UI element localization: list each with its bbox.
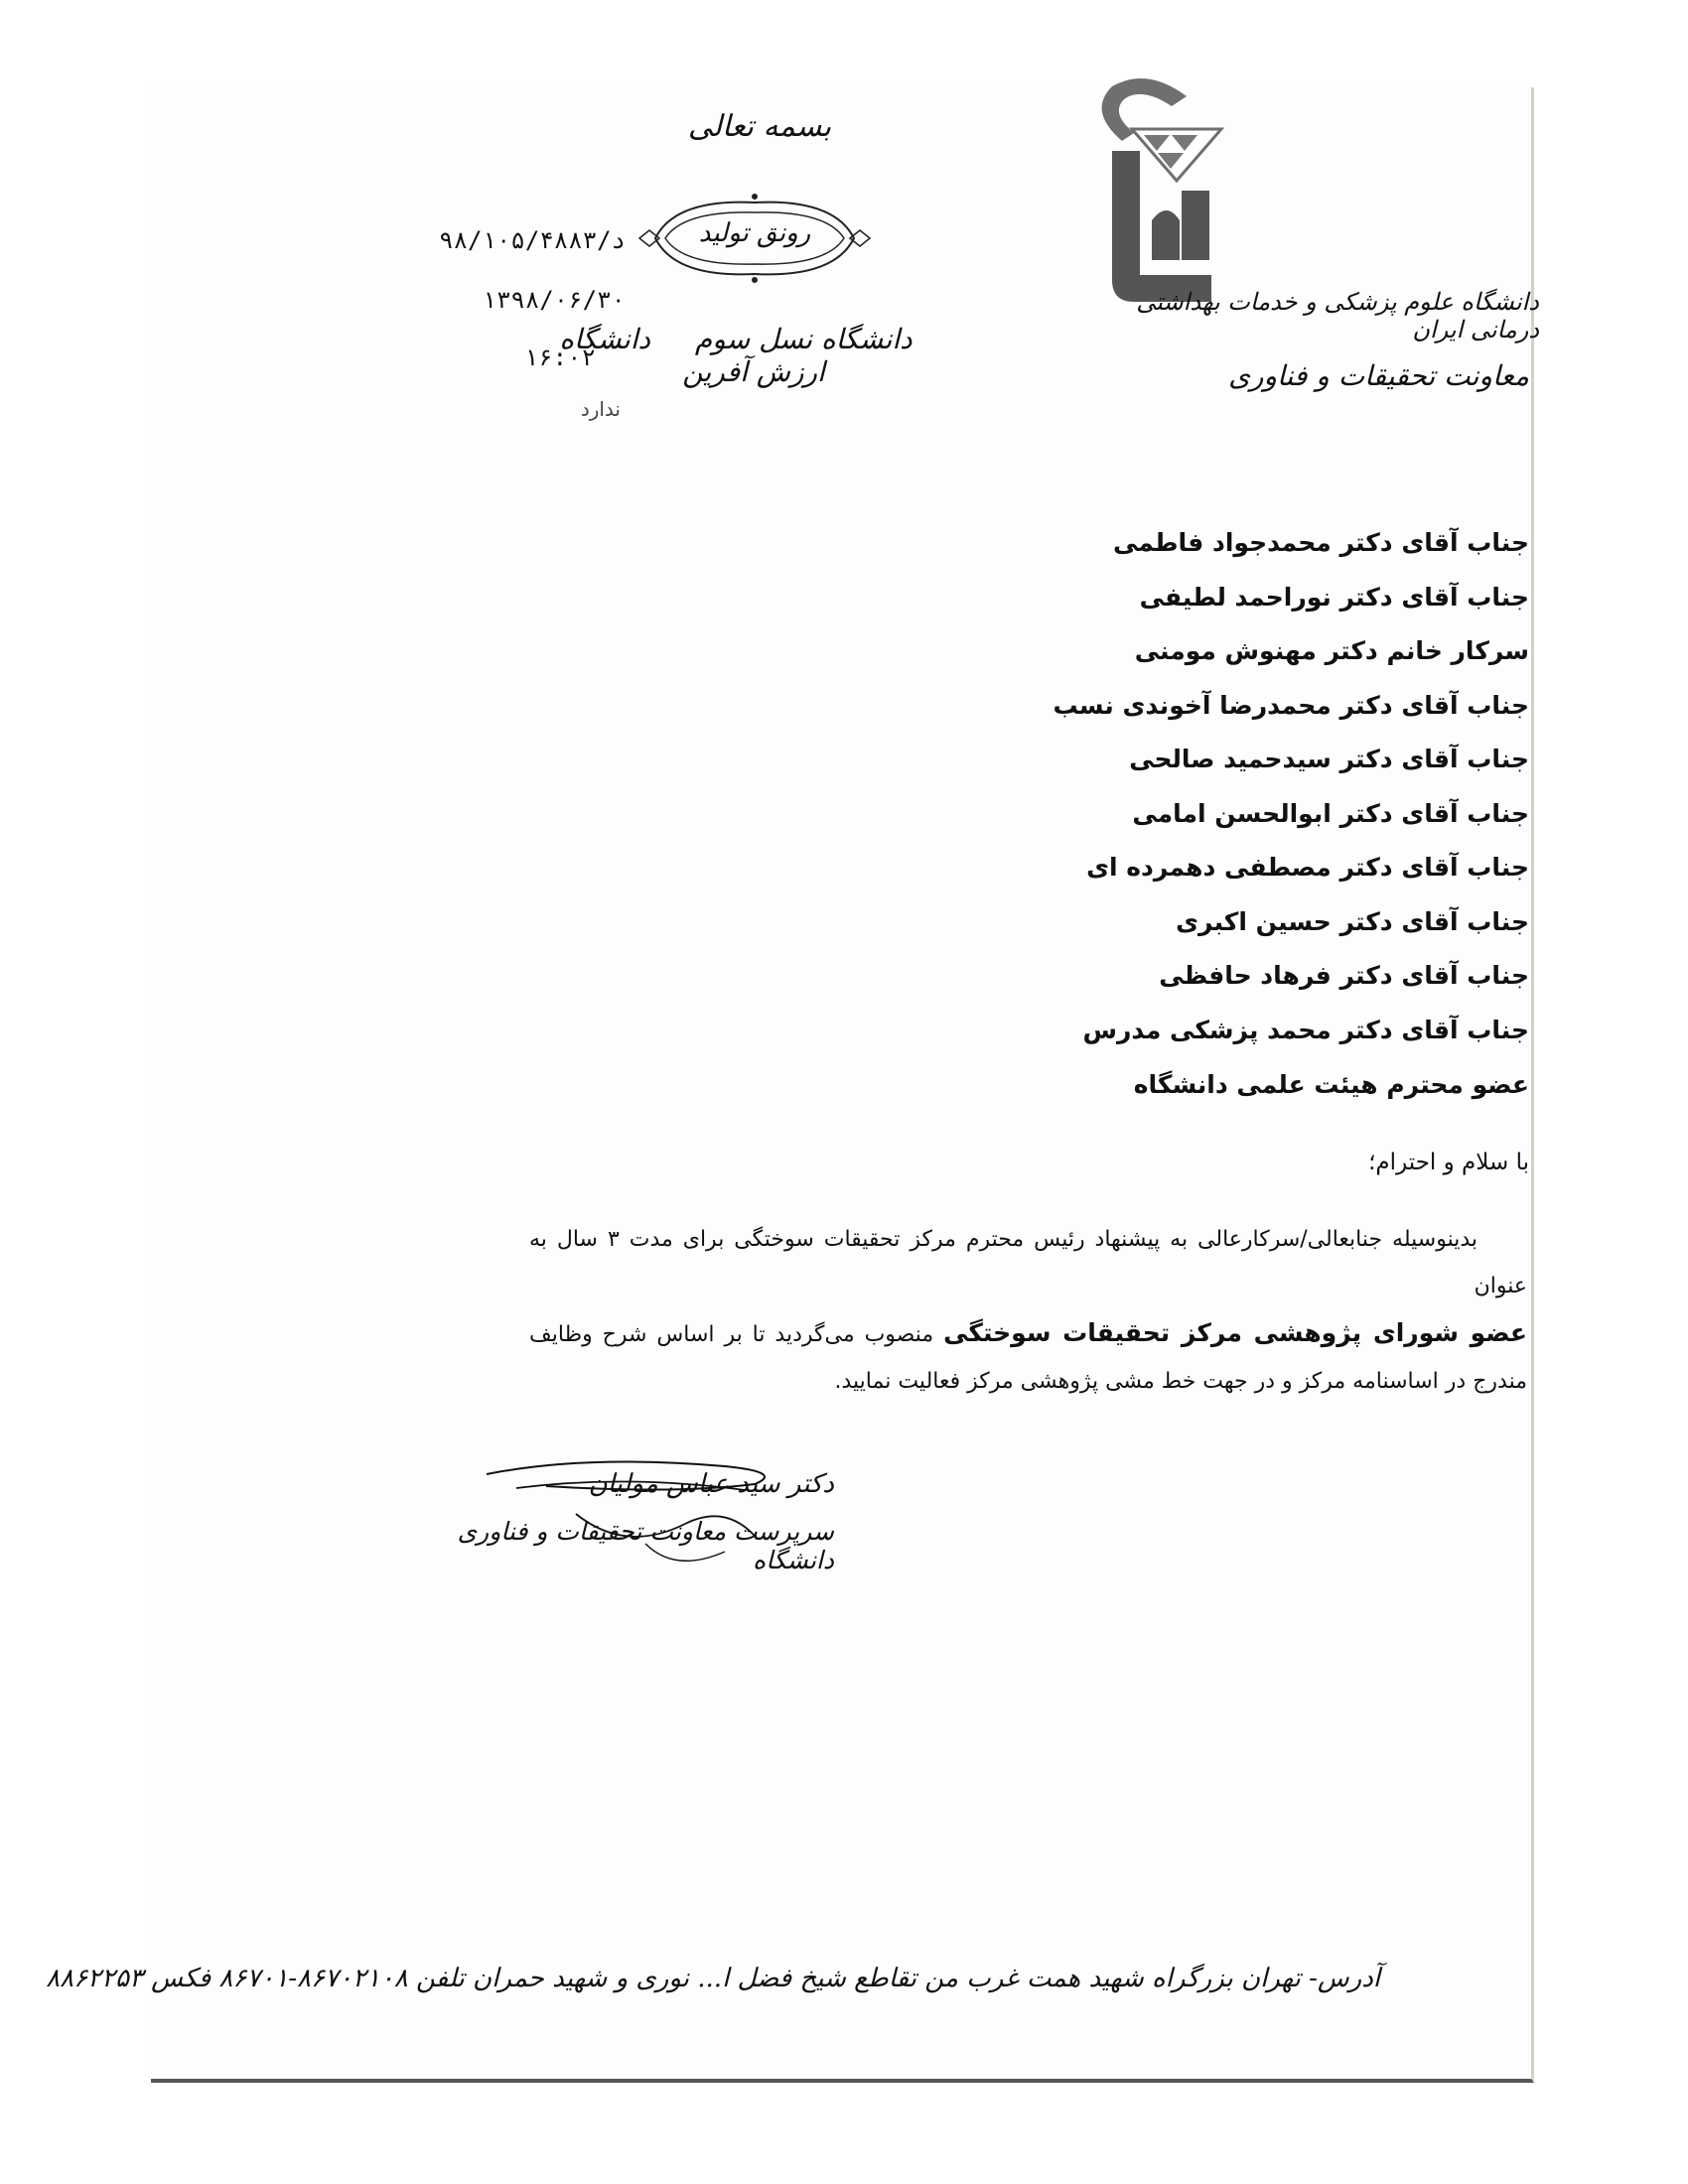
body-part-1: بدینوسیله جنابعالی/سرکارعالی به پیشنهاد رئیس محترم مرکز تحقیقات سوختگی برای مدت ۳ سال به عنوان [529, 1227, 1527, 1298]
recipient-item: جناب آقای دکتر محمدجواد فاطمی [1112, 528, 1529, 557]
seal-stamp [635, 189, 874, 288]
slogan-third-generation: دانشگاه نسل سوم [694, 323, 913, 355]
recipient-item: جناب آقای دکتر مصطفی دهمرده ای [1086, 853, 1529, 882]
recipient-item: جناب آقای دکتر نوراحمد لطیفی [1139, 582, 1529, 612]
department-name: معاونت تحقیقات و فناوری [1228, 359, 1529, 392]
basmala: بسمه تعالی [687, 109, 832, 144]
signatory-title: سرپرست معاونت تحقیقات و فناوری دانشگاه [457, 1517, 834, 1574]
recipient-item: سرکار خانم دکتر مهنوش مومنی [1134, 636, 1529, 665]
letter-date: ۱۳۹۸/۰۶/۳۰ [482, 286, 626, 314]
letter-time: ۱۶:۰۲ [523, 343, 596, 371]
body-part-2: منصوب می‌گردید تا بر اساس شرح وظایف مندرج در اساسنامه مرکز و در جهت خط مشی پژوهشی مرکز فعالیت نمایید. [529, 1322, 1527, 1394]
slogan-line [536, 323, 953, 388]
body-bold-appointment: عضو شورای پژوهشی مرکز تحقیقات سوختگی [943, 1318, 1527, 1347]
recipient-item: جناب آقای دکتر محمدرضا آخوندی نسب [1053, 690, 1529, 720]
faculty-member-line: عضو محترم هیئت علمی دانشگاه [1133, 1070, 1529, 1099]
recipient-item: جناب آقای دکتر محمد پزشکی مدرس [1082, 1015, 1529, 1044]
slogan-value-creating: دانشگاه ارزش آفرین [559, 323, 825, 388]
letter-number: ۹۸/د/۱۰۵/۴۸۸۳ [439, 226, 626, 254]
signatory-name: دکتر سید عباس مولیان [588, 1469, 834, 1499]
university-logo-icon [1072, 71, 1241, 310]
letter-body [529, 1216, 1527, 1405]
recipient-item: جناب آقای دکتر سیدحمید صالحی [1129, 745, 1529, 773]
greeting: با سلام و احترام؛ [1368, 1150, 1529, 1175]
attachment-value: ندارد [580, 397, 621, 421]
recipient-item: جناب آقای دکتر ابوالحسن امامی [1132, 798, 1529, 828]
seal-text: رونق تولید [698, 218, 811, 248]
footer-address: آدرس- تهران بزرگراه شهید همت غرب من تقاطع شیخ فضل ا... نوری و شهید حمران تلفن ۸۶۷۰۲۱۰۸-۸۶۷۰۱ فکس ۸۸۶۲۲۵۳ [46, 1964, 1380, 1993]
recipient-item: جناب آقای دکتر حسین اکبری [1176, 906, 1529, 936]
recipient-item: جناب آقای دکتر فرهاد حافظی [1159, 961, 1529, 990]
university-name: دانشگاه علوم پزشکی و خدمات بهداشتی درمانی ایران [1136, 288, 1539, 343]
recipient-list [635, 516, 1529, 1057]
